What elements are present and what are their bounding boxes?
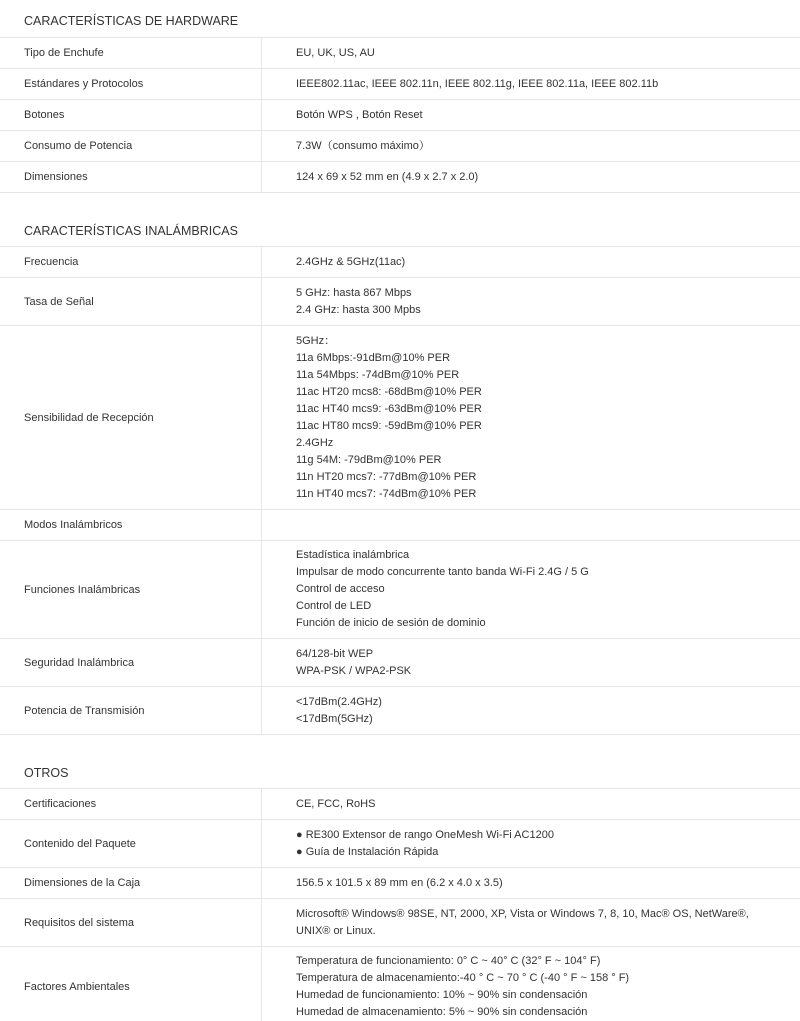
spec-row [0, 69, 800, 100]
spec-row [0, 510, 800, 541]
spec-label: Estándares y Protocolos [0, 69, 262, 99]
spec-value-line: 156.5 x 101.5 x 89 mm en (6.2 x 4.0 x 3.5) [296, 876, 503, 889]
spec-value [262, 899, 800, 946]
spec-value-line: 11ac HT80 mcs9: -59dBm@10% PER [296, 419, 482, 432]
spec-label: Requisitos del sistema [0, 899, 262, 946]
spec-value-line: Función de inicio de sesión de dominio [296, 617, 486, 629]
spec-value-line: WPA-PSK / WPA2-PSK [296, 664, 412, 677]
spec-value [262, 820, 800, 867]
spec-row [0, 541, 800, 639]
spec-value-line: 2.4GHz & 5GHz(11ac) [296, 255, 406, 268]
section-hardware [0, 0, 800, 193]
spec-row [0, 131, 800, 162]
spec-value-line: EU, UK, US, AU [296, 46, 375, 59]
spec-row [0, 687, 800, 735]
spec-value-line: CE, FCC, RoHS [296, 797, 376, 810]
spec-value-line: 5 GHz: hasta 867 Mbps [296, 286, 412, 299]
spec-value-line: 2.4GHz [296, 436, 334, 449]
spec-value [262, 38, 800, 68]
spec-value-line: 11ac HT40 mcs9: -63dBm@10% PER [296, 402, 482, 415]
spec-value-line: 124 x 69 x 52 mm en (4.9 x 2.7 x 2.0) [296, 170, 479, 183]
spec-label: Botones [0, 100, 262, 130]
spec-value [262, 687, 800, 734]
spec-label: Contenido del Paquete [0, 820, 262, 867]
spec-value-line: ● Guía de Instalación Rápida [296, 845, 439, 858]
spec-value-line: 7.3W（consumo máximo） [296, 139, 430, 152]
spec-label: Frecuencia [0, 247, 262, 277]
spec-row [0, 38, 800, 69]
spec-value-line: Temperatura de funcionamiento: 0° C ~ 40° C (32° F ~ 104° F) [296, 955, 601, 967]
spec-label: Factores Ambientales [0, 947, 262, 1021]
spec-row [0, 278, 800, 326]
spec-value-line: 2.4 GHz: hasta 300 Mpbs [296, 303, 421, 316]
spec-row [0, 899, 800, 947]
spec-value [262, 789, 800, 819]
section-title-others: OTROS [0, 751, 800, 789]
spec-value-line: Humedad de almacenamiento: 5% ~ 90% sin condensación [296, 1006, 588, 1018]
spec-label: Certificaciones [0, 789, 262, 819]
spec-value-line: 5GHz： [296, 334, 336, 347]
spec-label: Modos Inalámbricos [0, 510, 262, 540]
spec-value [262, 100, 800, 130]
spec-row [0, 100, 800, 131]
spec-value [262, 247, 800, 277]
section-wireless [0, 209, 800, 735]
spec-value-line: 11g 54M: -79dBm@10% PER [296, 453, 442, 466]
spec-value-line: <17dBm(5GHz) [296, 712, 373, 725]
spec-value [262, 326, 800, 509]
spec-value-line: 11ac HT20 mcs8: -68dBm@10% PER [296, 385, 482, 398]
spec-value-line: 11a 6Mbps:-91dBm@10% PER [296, 351, 451, 364]
spec-value [262, 639, 800, 686]
spec-row [0, 162, 800, 193]
spec-label: Tasa de Señal [0, 278, 262, 325]
spec-value-line: Estadística inalámbrica [296, 549, 410, 561]
spec-label: Tipo de Enchufe [0, 38, 262, 68]
section-others [0, 751, 800, 1021]
spec-value-line: Botón WPS , Botón Reset [296, 108, 423, 121]
spec-value-line: Humedad de funcionamiento: 10% ~ 90% sin condensación [296, 989, 588, 1001]
spec-value-line: Temperatura de almacenamiento:-40 ° C ~ 70 ° C (-40 ° F ~ 158 ° F) [296, 972, 630, 984]
spec-label: Potencia de Transmisión [0, 687, 262, 734]
spec-label: Dimensiones [0, 162, 262, 192]
spec-value-line: Impulsar de modo concurrente tanto banda Wi-Fi 2.4G / 5 G [296, 566, 589, 578]
spec-row [0, 789, 800, 820]
spec-label: Consumo de Potencia [0, 131, 262, 161]
section-title-hardware: CARACTERÍSTICAS DE HARDWARE [0, 0, 800, 38]
spec-value [262, 510, 800, 540]
spec-value-line: 11n HT20 mcs7: -77dBm@10% PER [296, 470, 477, 483]
spec-value-line: 11a 54Mbps: -74dBm@10% PER [296, 368, 460, 381]
spec-row [0, 247, 800, 278]
spec-value-line: 11n HT40 mcs7: -74dBm@10% PER [296, 487, 477, 500]
section-title-wireless: CARACTERÍSTICAS INALÁMBRICAS [0, 209, 800, 247]
spec-value-line: Control de acceso [296, 583, 385, 595]
spec-value-line: 64/128-bit WEP [296, 647, 374, 660]
spec-value-line: <17dBm(2.4GHz) [296, 695, 382, 708]
spec-value [262, 162, 800, 192]
spec-value [262, 69, 800, 99]
spec-row [0, 820, 800, 868]
spec-value-line: Control de LED [296, 600, 372, 612]
spec-value [262, 541, 800, 638]
spec-value-line: ● RE300 Extensor de rango OneMesh Wi-Fi AC1200 [296, 828, 554, 841]
spec-value-line: IEEE802.11ac, IEEE 802.11n, IEEE 802.11g, IEEE 802.11a, IEEE 802.11b [296, 77, 659, 90]
spec-value [262, 131, 800, 161]
spec-label: Sensibilidad de Recepción [0, 326, 262, 509]
spec-value-line: Microsoft® Windows® 98SE, NT, 2000, XP, Vista or Windows 7, 8, 10, Mac® OS, NetWare®, UNIX® or Linux. [296, 907, 749, 937]
spec-value [262, 947, 800, 1021]
spec-label: Funciones Inalámbricas [0, 541, 262, 638]
spec-row [0, 868, 800, 899]
spec-label: Dimensiones de la Caja [0, 868, 262, 898]
spec-value [262, 278, 800, 325]
spec-value [262, 868, 800, 898]
spec-row [0, 947, 800, 1021]
spec-row [0, 639, 800, 687]
spec-row [0, 326, 800, 510]
spec-label: Seguridad Inalámbrica [0, 639, 262, 686]
